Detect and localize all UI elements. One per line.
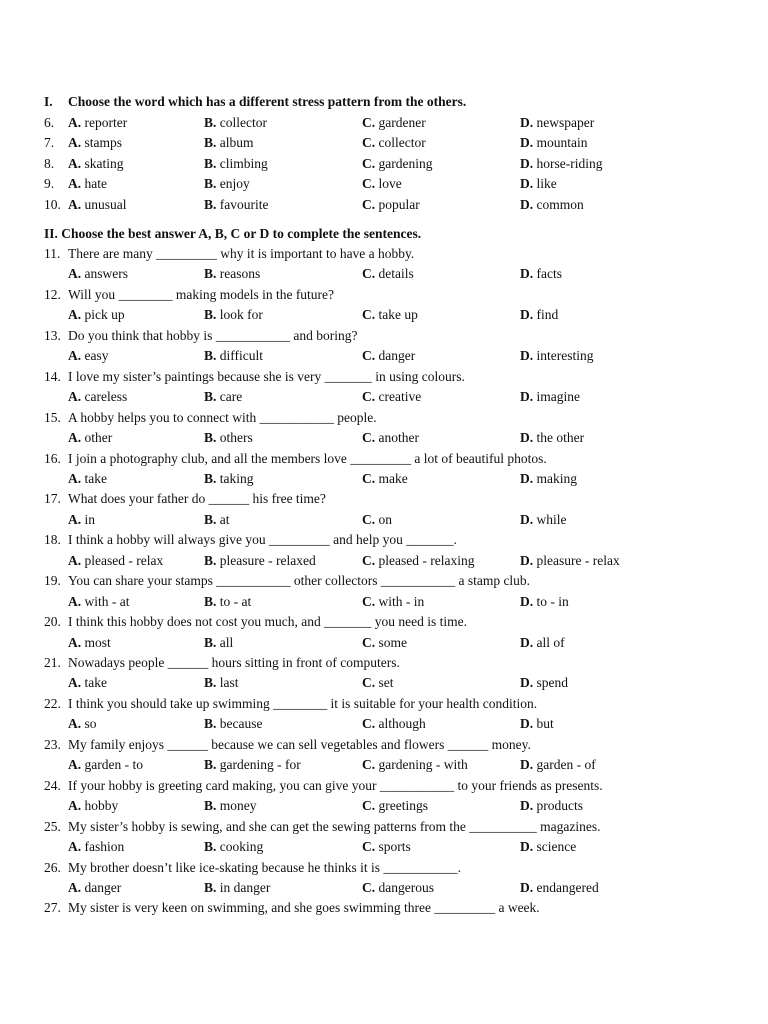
question-stem: Nowadays people ______ hours sitting in front of computers. [68,655,400,670]
option-text: taking [219,470,254,486]
option-text: on [378,511,392,527]
option-letter: C. [362,135,376,151]
answer-option [68,264,128,284]
answer-option [362,796,428,816]
answer-option [68,714,97,734]
answer-option [520,174,557,194]
option-letter: C. [362,176,376,192]
option-letter: A. [68,430,82,446]
option-text: mountain [536,135,588,151]
answer-option [204,633,233,653]
answer-option [204,878,270,898]
option-text: enjoy [219,176,250,192]
option-letter: C. [362,798,376,814]
option-text: all of [536,634,565,650]
section-title: Choose the word which has a different stress pattern from the others. [68,94,467,109]
option-text: danger [84,879,122,895]
question-number: 10. [44,196,61,212]
option-text: gardening - with [378,757,468,773]
answer-option [204,113,267,133]
option-letter: B. [204,552,217,568]
answer-option [68,673,107,693]
option-text: stamps [84,135,123,151]
answer-option [520,346,594,366]
answer-option [520,510,567,530]
option-text: in danger [219,879,271,895]
option-letter: A. [68,757,82,773]
option-letter: A. [68,593,82,609]
answer-option [362,673,394,693]
answer-option [204,510,230,530]
option-letter: B. [204,307,217,323]
option-letter: C. [362,593,376,609]
answer-option [520,714,554,734]
option-text: with - in [378,593,425,609]
option-text: some [378,634,407,650]
option-text: gardening [378,155,433,171]
option-letter: A. [68,675,82,691]
question-stem: I love my sister’s paintings because she is very _______ in using colours. [68,368,465,384]
answer-option [362,305,418,325]
answer-option [204,673,239,693]
answer-option [68,469,107,489]
option-letter: D. [520,430,534,446]
answer-option [68,133,122,153]
option-text: danger [378,348,416,364]
option-letter: C. [362,430,376,446]
option-text: although [378,716,426,732]
question-stem: I think a hobby will always give you _________ and help you _______. [68,532,457,548]
option-letter: A. [68,879,82,895]
option-letter: B. [204,675,217,691]
option-letter: D. [520,155,534,171]
question-number: 9. [44,176,55,192]
option-letter: B. [204,798,217,814]
question-number: 24. [44,777,61,793]
option-text: while [536,511,567,527]
answer-option [204,346,263,366]
option-text: favourite [219,196,269,212]
answer-option [204,305,263,325]
option-letter: D. [520,176,534,192]
option-letter: C. [362,839,376,855]
question-stem: I think this hobby does not cost you much, and _______ you need is time. [68,614,467,630]
answer-option [68,796,118,816]
answer-option [520,195,584,215]
option-text: most [84,634,111,650]
question-stem: If your hobby is greeting card making, you can give your ___________ to your friends as presents. [68,777,603,793]
option-letter: A. [68,552,82,568]
option-text: find [536,307,559,323]
option-text: dangerous [378,879,434,895]
option-text: unusual [84,196,127,212]
option-letter: C. [362,634,376,650]
option-letter: D. [520,307,534,323]
option-text: other [84,430,113,446]
answer-option [520,551,620,571]
option-letter: B. [204,634,217,650]
option-letter: C. [362,307,376,323]
option-text: answers [84,266,128,282]
option-text: another [378,430,419,446]
option-text: all [219,634,234,650]
option-text: easy [84,348,109,364]
answer-option [68,755,143,775]
option-text: at [219,511,230,527]
question-number: 16. [44,450,61,466]
option-text: look for [219,307,263,323]
answer-option [68,113,127,133]
question-number: 19. [44,573,61,589]
answer-option [204,154,268,174]
option-text: make [378,470,408,486]
answer-option [68,174,107,194]
answer-option [68,551,163,571]
option-text: with - at [84,593,130,609]
option-letter: C. [362,114,376,130]
option-text: pleasure - relaxed [219,552,316,568]
option-text: spend [536,675,568,691]
question-number: 26. [44,859,61,875]
question-stem: You can share your stamps ___________ other collectors ___________ a stamp club. [68,573,531,589]
question-number: 6. [44,114,55,130]
option-text: common [536,196,584,212]
option-letter: D. [520,135,534,151]
answer-option [520,592,569,612]
question-number: 22. [44,695,61,711]
question-number: 7. [44,135,55,151]
answer-option [362,133,426,153]
question-stem: My sister’s hobby is sewing, and she can get the sewing patterns from the __________ magazines. [68,818,601,834]
option-letter: A. [68,176,82,192]
question-stem: Do you think that hobby is ___________ and boring? [68,327,358,343]
answer-option [204,428,253,448]
option-letter: B. [204,430,217,446]
option-text: garden - to [84,757,143,773]
question-stem: My brother doesn’t like ice-skating because he thinks it is ___________. [68,859,462,875]
question-number: 17. [44,491,61,507]
option-text: pleased - relax [84,552,164,568]
answer-option [362,113,426,133]
question-number: 25. [44,818,61,834]
question-number: 21. [44,655,61,670]
option-letter: B. [204,135,217,151]
option-letter: D. [520,593,534,609]
question-number: 8. [44,155,55,171]
answer-option [204,592,251,612]
option-letter: B. [204,716,217,732]
option-letter: D. [520,634,534,650]
section-title: II. Choose the best answer A, B, C or D to complete the sentences. [44,226,422,241]
option-letter: C. [362,266,376,282]
question-number: 20. [44,614,61,630]
option-text: products [536,798,583,814]
option-text: like [536,176,557,192]
answer-option [68,837,124,857]
option-text: reasons [219,266,261,282]
option-text: careless [84,389,128,405]
answer-option [520,113,594,133]
answer-option [362,755,468,775]
option-letter: A. [68,511,82,527]
option-letter: D. [520,757,534,773]
question-stem: There are many _________ why it is important to have a hobby. [68,246,415,261]
question-number: 13. [44,327,61,343]
option-letter: B. [204,176,217,192]
option-letter: A. [68,716,82,732]
question-number: 23. [44,736,61,752]
answer-option [362,154,432,174]
option-letter: D. [520,389,534,405]
option-text: because [219,716,263,732]
answer-option [68,592,130,612]
option-text: care [219,389,243,405]
option-letter: D. [520,266,534,282]
answer-option [362,878,434,898]
option-text: popular [378,196,420,212]
answer-option [204,837,263,857]
option-text: take up [378,307,418,323]
section-number: I. [44,94,53,109]
answer-option [520,878,599,898]
option-text: climbing [219,155,268,171]
option-letter: C. [362,155,376,171]
option-letter: B. [204,470,217,486]
answer-option [204,195,269,215]
question-number: 12. [44,286,61,302]
answer-option [362,174,402,194]
option-letter: A. [68,798,82,814]
option-letter: B. [204,593,217,609]
answer-option [520,387,580,407]
option-letter: B. [204,879,217,895]
option-letter: B. [204,348,217,364]
option-letter: D. [520,839,534,855]
option-letter: D. [520,196,534,212]
option-text: hate [84,176,107,192]
answer-option [362,551,474,571]
option-text: in [84,511,96,527]
option-text: album [219,135,254,151]
answer-option [520,796,583,816]
option-text: set [378,675,394,691]
answer-option [68,633,111,653]
option-letter: B. [204,266,217,282]
question-stem: My family enjoys ______ because we can sell vegetables and flowers ______ money. [68,736,531,752]
question-stem: A hobby helps you to connect with ___________ people. [68,409,377,425]
answer-option [68,305,125,325]
option-text: newspaper [536,114,595,130]
option-letter: D. [520,879,534,895]
question-stem: What does your father do ______ his free time? [68,491,326,507]
answer-option [204,387,242,407]
option-text: the other [536,430,585,446]
option-text: reporter [84,114,128,130]
option-text: imagine [536,389,580,405]
answer-option [204,133,254,153]
question-number: 27. [44,900,61,916]
option-text: to - in [536,593,569,609]
option-letter: D. [520,470,534,486]
answer-option [204,714,263,734]
option-text: making [536,470,577,486]
answer-option [204,755,301,775]
option-text: sports [378,839,411,855]
option-letter: D. [520,552,534,568]
option-letter: A. [68,155,82,171]
option-letter: A. [68,114,82,130]
option-letter: D. [520,798,534,814]
option-letter: A. [68,135,82,151]
option-text: pick up [84,307,125,323]
option-text: so [84,716,97,732]
option-text: difficult [219,348,264,364]
option-text: horse-riding [536,155,603,171]
answer-option [520,133,588,153]
answer-option [68,428,112,448]
answer-option [520,154,602,174]
option-text: greetings [378,798,428,814]
answer-option [68,510,95,530]
option-letter: A. [68,348,82,364]
option-text: last [219,675,239,691]
question-number: 14. [44,368,61,384]
option-letter: A. [68,389,82,405]
answer-option [68,387,127,407]
question-stem: I think you should take up swimming ________ it is suitable for your health condition. [68,695,538,711]
option-letter: B. [204,839,217,855]
option-letter: D. [520,716,534,732]
answer-option [520,264,562,284]
option-text: endangered [536,879,599,895]
option-letter: A. [68,196,82,212]
option-letter: B. [204,757,217,773]
answer-option [68,195,127,215]
option-text: fashion [84,839,125,855]
answer-option [520,837,576,857]
option-text: facts [536,266,562,282]
option-letter: B. [204,389,217,405]
answer-option [362,592,424,612]
answer-option [362,633,407,653]
question-number: 15. [44,409,61,425]
option-text: take [84,470,107,486]
answer-option [68,346,109,366]
option-letter: A. [68,839,82,855]
option-text: details [378,266,414,282]
option-text: pleasure - relax [536,552,620,568]
option-letter: D. [520,114,534,130]
option-text: hobby [84,798,119,814]
answer-option [362,387,421,407]
question-number: 18. [44,532,61,548]
option-letter: B. [204,511,217,527]
option-text: but [536,716,554,732]
option-letter: C. [362,348,376,364]
answer-option [520,633,565,653]
option-text: skating [84,155,124,171]
option-letter: B. [204,196,217,212]
answer-option [204,264,260,284]
answer-option [362,346,415,366]
answer-option [362,837,411,857]
answer-option [520,305,558,325]
option-letter: C. [362,675,376,691]
question-number: 11. [44,246,61,261]
option-letter: A. [68,307,82,323]
answer-option [362,714,426,734]
option-letter: B. [204,114,217,130]
option-letter: B. [204,155,217,171]
option-text: to - at [219,593,252,609]
answer-option [68,878,121,898]
option-letter: C. [362,511,376,527]
answer-option [520,673,568,693]
answer-option [520,755,596,775]
option-text: collector [378,135,426,151]
option-letter: C. [362,757,376,773]
question-stem: I join a photography club, and all the members love _________ a lot of beautiful photos. [68,450,547,466]
question-stem: Will you ________ making models in the future? [68,286,335,302]
option-letter: C. [362,470,376,486]
option-text: creative [378,389,422,405]
option-letter: A. [68,266,82,282]
question-stem: My sister is very keen on swimming, and she goes swimming three _________ a week. [68,900,540,916]
option-text: interesting [536,348,594,364]
answer-option [520,428,584,448]
option-text: love [378,176,402,192]
option-letter: C. [362,552,376,568]
option-letter: C. [362,879,376,895]
option-text: pleased - relaxing [378,552,475,568]
option-text: others [219,430,253,446]
answer-option [68,154,124,174]
option-letter: C. [362,196,376,212]
answer-option [204,174,250,194]
option-text: garden - of [536,757,596,773]
option-letter: D. [520,511,534,527]
option-letter: C. [362,389,376,405]
option-text: cooking [219,839,264,855]
answer-option [204,796,257,816]
answer-option [362,469,408,489]
option-text: money [219,798,257,814]
option-letter: A. [68,634,82,650]
option-text: gardening - for [219,757,301,773]
answer-option [362,428,419,448]
option-text: gardener [378,114,426,130]
option-letter: C. [362,716,376,732]
option-text: collector [219,114,267,130]
answer-option [362,510,392,530]
option-text: science [536,839,577,855]
answer-option [520,469,577,489]
option-letter: D. [520,675,534,691]
answer-option [362,264,414,284]
option-letter: D. [520,348,534,364]
answer-option [204,551,316,571]
answer-option [362,195,420,215]
option-letter: A. [68,470,82,486]
answer-option [204,469,254,489]
option-text: take [84,675,107,691]
